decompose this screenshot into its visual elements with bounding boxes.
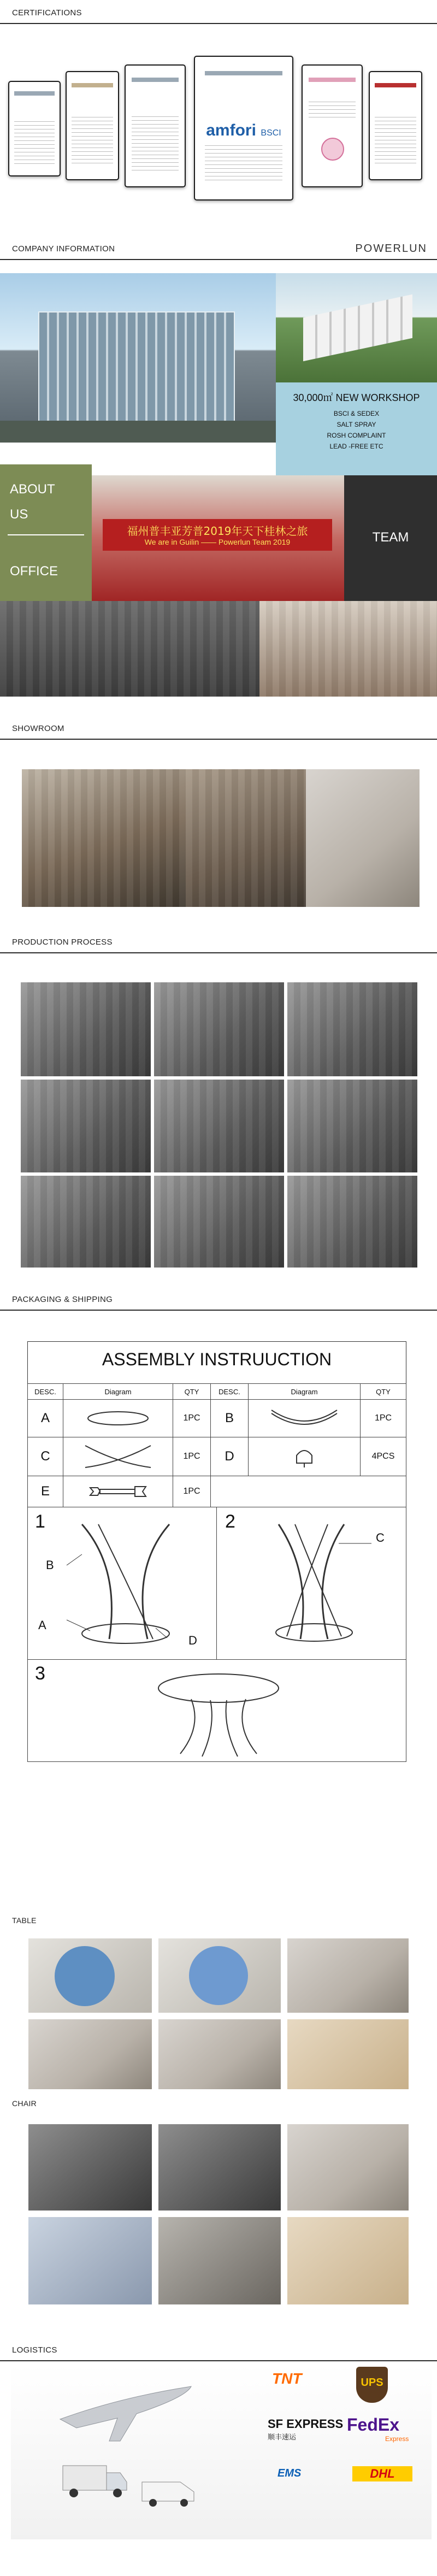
us-label: US [10, 507, 28, 522]
part-c-desc: C [27, 1437, 63, 1476]
part-e-qty: 1PC [173, 1476, 211, 1507]
certificate-1 [8, 81, 61, 176]
step-1-diagram [44, 1513, 208, 1655]
production-photo-9 [287, 1176, 417, 1268]
step-2-diagram [240, 1513, 382, 1655]
section-divider [0, 739, 437, 740]
part-b-desc: B [210, 1399, 249, 1437]
team-banner-english: We are in Guilin —— Powerlun Team 2019 [144, 538, 291, 546]
office-building-photo [0, 273, 276, 443]
sf-express-chinese: 顺丰速运 [268, 2433, 297, 2442]
sf-express-logo [268, 2417, 343, 2442]
callout-a-step1: A [38, 1618, 46, 1632]
team-panel [344, 475, 437, 601]
header-qty-2: QTY [360, 1383, 406, 1400]
feature-1: BSCI & SEDEX [333, 410, 380, 417]
fedex-text: FedEx [347, 2415, 400, 2434]
table-packaging-photo-3 [287, 1938, 409, 2013]
tabletop-ring-diagram [85, 1407, 151, 1429]
step-2-number: 2 [225, 1511, 235, 1532]
part-e-desc: E [27, 1476, 63, 1507]
brand-logo: POWERLUN [355, 243, 427, 255]
section-divider [0, 952, 437, 953]
chair-packaging-photo-5 [158, 2217, 281, 2304]
part-c-diagram [63, 1437, 173, 1476]
header-diagram-1: Diagram [63, 1383, 173, 1400]
about-label: ABOUT [10, 482, 55, 497]
certificate-amfori-bsci [194, 56, 293, 201]
table-packaging-photo-5 [158, 2019, 281, 2089]
team-group-photo [259, 601, 437, 697]
step-3-diagram [147, 1666, 290, 1759]
chair-packaging-photo-4 [28, 2217, 152, 2304]
header-desc-2: DESC. [210, 1383, 249, 1400]
tnt-logo: TNT [272, 2370, 302, 2387]
production-photo-2 [154, 982, 284, 1076]
production-photo-7 [21, 1176, 151, 1268]
team-banner-photo [92, 475, 344, 601]
workshop-aerial-photo [276, 273, 437, 382]
leg-arc-diagram [266, 1405, 342, 1432]
amfori-logo: amfori [206, 121, 256, 139]
team-banner-chinese: 福州普丰亚芳普2019年天下桂林之旅 [127, 524, 308, 538]
section-title-packaging-shipping: PACKAGING & SHIPPING [12, 1295, 113, 1304]
delivery-truck-icon [60, 2457, 131, 2501]
about-divider [8, 534, 84, 535]
wrench-icon [88, 1483, 148, 1500]
chair-packaging-photo-2 [158, 2124, 281, 2210]
delivery-van-icon [139, 2471, 199, 2509]
production-photo-6 [287, 1080, 417, 1172]
certificate-2 [66, 71, 119, 180]
feature-3: ROSH COMPLAINT [327, 432, 386, 439]
office-label: OFFICE [10, 564, 58, 579]
production-photo-3 [287, 982, 417, 1076]
section-divider [0, 23, 437, 24]
callout-b-step1: B [46, 1558, 54, 1572]
bsci-logo: BSCI [261, 128, 281, 138]
section-title-table: TABLE [12, 1916, 37, 1925]
chair-packaging-photo-3 [287, 2124, 409, 2210]
step-1-number: 1 [35, 1511, 45, 1532]
production-photo-8 [154, 1176, 284, 1268]
airplane-icon [55, 2375, 197, 2452]
part-d-diagram [248, 1437, 361, 1476]
table-packaging-photo-4 [28, 2019, 152, 2089]
callout-d-step1: D [188, 1634, 197, 1647]
logistics-banner [11, 2365, 432, 2539]
showroom-photo-2 [186, 769, 306, 907]
production-photo-5 [154, 1080, 284, 1172]
dhl-logo [352, 2466, 412, 2481]
ems-logo: EMS [277, 2467, 302, 2479]
section-title-chair: CHAIR [12, 2099, 37, 2108]
section-title-company-information: COMPANY INFORMATION [12, 244, 115, 254]
production-photo-1 [21, 982, 151, 1076]
section-title-production-process: PRODUCTION PROCESS [12, 938, 113, 947]
certificate-5 [302, 64, 363, 187]
assembly-title: ASSEMBLY INSTRUUCTION [102, 1349, 332, 1369]
section-divider [0, 2360, 437, 2361]
part-e-diagram [63, 1476, 173, 1507]
header-desc-1: DESC. [27, 1383, 63, 1400]
feature-2: SALT SPRAY [336, 421, 376, 428]
section-divider [0, 259, 437, 260]
section-title-showroom: SHOWROOM [12, 724, 64, 733]
table-packaging-photo-6 [287, 2019, 409, 2089]
part-a-qty: 1PC [173, 1399, 211, 1437]
header-qty-1: QTY [173, 1383, 211, 1400]
showroom-photo-1 [22, 769, 186, 907]
part-b-diagram [248, 1399, 361, 1437]
section-title-certifications: CERTIFICATIONS [12, 8, 82, 17]
part-d-qty: 4PCS [360, 1437, 406, 1476]
fedex-logo [347, 2415, 409, 2443]
team-label: TEAM [372, 530, 409, 545]
callout-c-step2: C [376, 1531, 385, 1545]
part-d-desc: D [210, 1437, 249, 1476]
about-us-panel [0, 464, 92, 601]
part-a-desc: A [27, 1399, 63, 1437]
showroom-photo-3 [306, 769, 420, 907]
ups-logo-text: UPS [361, 2377, 383, 2389]
production-photo-4 [21, 1080, 151, 1172]
fedex-sub-text: Express [385, 2435, 409, 2443]
ups-logo [356, 2367, 388, 2403]
certificate-3 [125, 64, 186, 187]
table-packaging-photo-1 [28, 1938, 152, 2013]
part-b-qty: 1PC [360, 1399, 406, 1437]
workshop-title: 30,000㎡ NEW WORKSHOP [293, 392, 420, 403]
chair-packaging-photo-1 [28, 2124, 152, 2210]
feature-4: LEAD -FREE ETC [329, 443, 383, 450]
table-packaging-photo-2 [158, 1938, 281, 2013]
certificate-6 [369, 71, 422, 180]
foot-cap-diagram [293, 1445, 315, 1469]
dhl-text: DHL [370, 2467, 395, 2480]
office-interior-photo [0, 601, 259, 697]
part-c-qty: 1PC [173, 1437, 211, 1476]
section-divider [0, 1310, 437, 1311]
sf-express-text: SF EXPRESS [268, 2417, 344, 2431]
header-diagram-2: Diagram [248, 1383, 361, 1400]
seal-icon [321, 138, 344, 161]
step-3-number: 3 [35, 1663, 45, 1684]
part-a-diagram [63, 1399, 173, 1437]
section-title-logistics: LOGISTICS [12, 2345, 57, 2355]
cross-leg-diagram [80, 1441, 156, 1472]
workshop-info-panel [276, 382, 437, 475]
chair-packaging-photo-6 [287, 2217, 409, 2304]
empty-cell [210, 1476, 406, 1507]
